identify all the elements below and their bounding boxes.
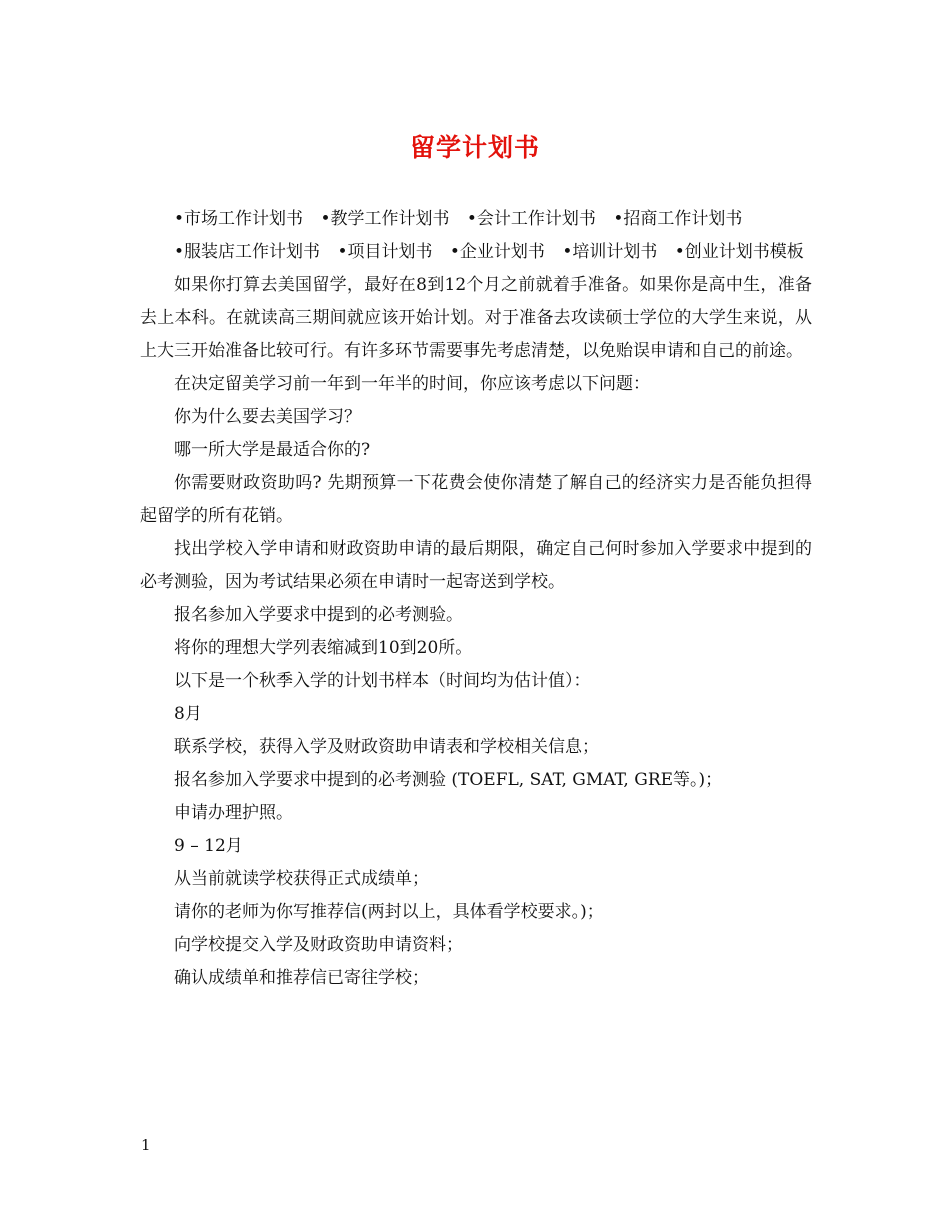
related-link-clothing-store-plan[interactable]: •服装店工作计划书 <box>174 242 321 262</box>
related-link-enterprise-plan[interactable]: •企业计划书 <box>449 242 545 262</box>
related-link-startup-plan-template[interactable]: •创业计划书模板 <box>674 242 804 262</box>
related-links-row-1 <box>140 203 812 236</box>
page-number: 1 <box>141 1136 151 1154</box>
paragraph-transcript: 从当前就读学校获得正式成绩单； <box>174 869 429 889</box>
related-link-market-plan[interactable]: •市场工作计划书 <box>174 209 304 229</box>
related-link-project-plan[interactable]: •项目计划书 <box>337 242 433 262</box>
paragraph-recommendation: 请你的老师为你写推荐信(两封以上，具体看学校要求。)； <box>174 902 604 922</box>
paragraph-month-sep-dec: 9 – 12月 <box>174 836 243 856</box>
related-link-training-plan[interactable]: •培训计划书 <box>562 242 658 262</box>
paragraph-month-august: 8月 <box>174 704 202 724</box>
document-title: 留学计划书 <box>409 133 540 162</box>
paragraph-question-which: 哪一所大学是最适合你的? <box>174 440 371 460</box>
paragraph-register-exams: 报名参加入学要求中提到的必考测验 (TOEFL, SAT, GMAT, GRE等。)； <box>174 770 723 790</box>
paragraph-sample-intro: 以下是一个秋季入学的计划书样本（时间均为估计值）： <box>174 671 591 691</box>
paragraph-deadlines: 找出学校入学申请和财政资助申请的最后期限，确定自己何时参加入学要求中提到的必考测验，因为考试结果必须在申请时一起寄送到学校。 <box>140 539 812 592</box>
paragraph-question-finance: 你需要财政资助吗? 先期预算一下花费会使你清楚了解自己的经济实力是否能负担得起留学的所有花销。 <box>140 473 812 526</box>
paragraph-register-tests: 报名参加入学要求中提到的必考测验。 <box>174 605 463 625</box>
paragraph-shortlist: 将你的理想大学列表缩减到10到20所。 <box>174 638 473 658</box>
paragraph-contact-schools: 联系学校，获得入学及财政资助申请表和学校相关信息； <box>174 737 599 757</box>
document-body <box>140 203 812 995</box>
paragraph-confirm-sent: 确认成绩单和推荐信已寄往学校； <box>174 968 429 988</box>
related-link-investment-plan[interactable]: •招商工作计划书 <box>613 209 743 229</box>
paragraph-submit-application: 向学校提交入学及财政资助申请资料； <box>174 935 463 955</box>
paragraph-passport: 申请办理护照。 <box>174 803 293 823</box>
related-link-teaching-plan[interactable]: •教学工作计划书 <box>320 209 450 229</box>
related-link-accounting-plan[interactable]: •会计工作计划书 <box>466 209 596 229</box>
paragraph-intro: 如果你打算去美国留学，最好在8到12个月之前就着手准备。如果你是高中生，准备去上本科。在就读高三期间就应该开始计划。对于准备去攻读硕士学位的大学生来说，从上大三开始准备比较可行。有许多环节需要事先考虑清楚，以免贻误申请和自己的前途。 <box>140 275 812 361</box>
related-links-row-2 <box>140 236 812 269</box>
paragraph-question-why: 你为什么要去美国学习？ <box>174 407 361 427</box>
paragraph-questions-lead: 在决定留美学习前一年到一年半的时间，你应该考虑以下问题： <box>174 374 650 394</box>
